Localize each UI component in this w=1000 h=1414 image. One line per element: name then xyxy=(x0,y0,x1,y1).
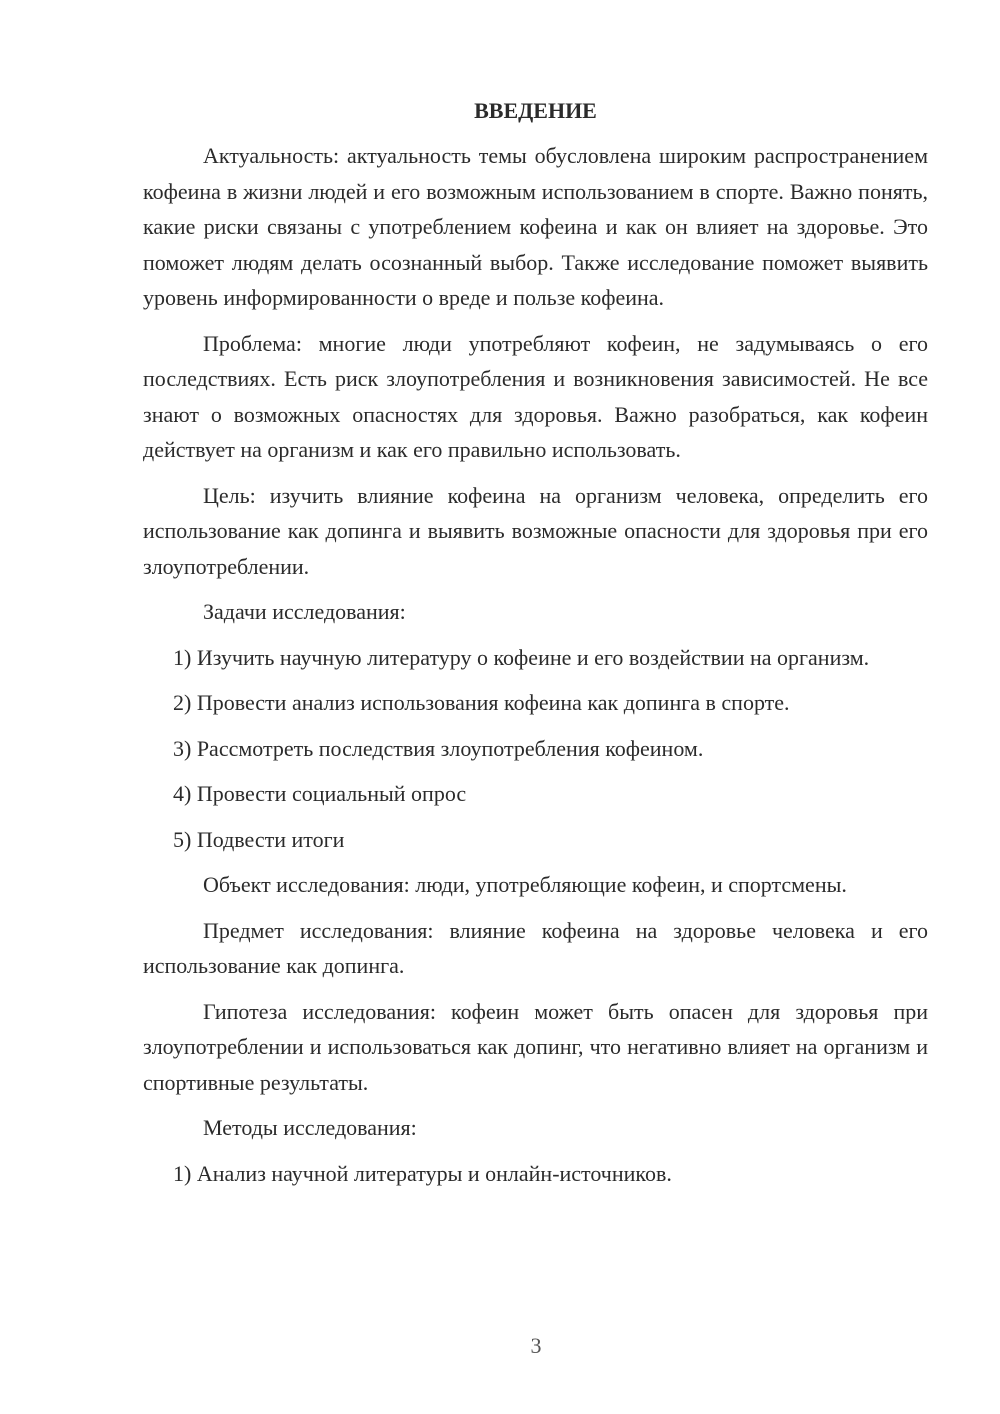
paragraph-relevance: Актуальность: актуальность темы обусловлена широким распространением кофеина в жизни людей и его возможным использованием в спорте. Важно понять, какие риски связаны с употреблением кофеина и как он влияет на здоровье. Это поможет людям делать осознанный выбор. Также исследование поможет выявить уровень информированности о вреде и пользе кофеина. xyxy=(143,143,928,310)
task-item-2: 2) Провести анализ использования кофеина как допинга в спорте. xyxy=(173,690,790,715)
method-item-1: 1) Анализ научной литературы и онлайн-источников. xyxy=(173,1160,672,1186)
methods-heading: Методы исследования: xyxy=(203,1115,417,1140)
page-number: 3 xyxy=(530,1333,542,1358)
page-content xyxy=(143,95,928,1201)
paragraph-object: Объект исследования: люди, употребляющие кофеин, и спортсмены. xyxy=(203,872,847,897)
paragraph-goal: Цель: изучить влияние кофеина на организм человека, определить его использование как допинга и выявить возможные опасности для здоровья при его злоупотреблении. xyxy=(143,482,928,579)
task-item-4: 4) Провести социальный опрос xyxy=(173,781,467,806)
paragraph-subject: Предмет исследования: влияние кофеина на здоровье человека и его использование как допинга. xyxy=(143,917,928,978)
task-item-5: 5) Подвести итоги xyxy=(173,826,345,852)
task-item-3: 3) Рассмотреть последствия злоупотребления кофеином. xyxy=(173,735,704,761)
paragraph-hypothesis: Гипотеза исследования: кофеин может быть опасен для здоровья при злоупотреблении и использоваться как допинг, что негативно влияет на организм и спортивные результаты. xyxy=(143,998,928,1095)
paragraph-problem: Проблема: многие люди употребляют кофеин, не задумываясь о его последствиях. Есть риск злоупотребления и возникновения зависимостей. Не все знают о возможных опасностях для здоровья. Важно разобраться, как кофеин действует на организм и как его правильно использовать. xyxy=(143,330,928,462)
task-item-1: 1) Изучить научную литературу о кофеине и его воздействии на организм. xyxy=(173,644,870,670)
page-title: ВВЕДЕНИЕ xyxy=(474,98,597,123)
tasks-heading: Задачи исследования: xyxy=(203,599,406,624)
